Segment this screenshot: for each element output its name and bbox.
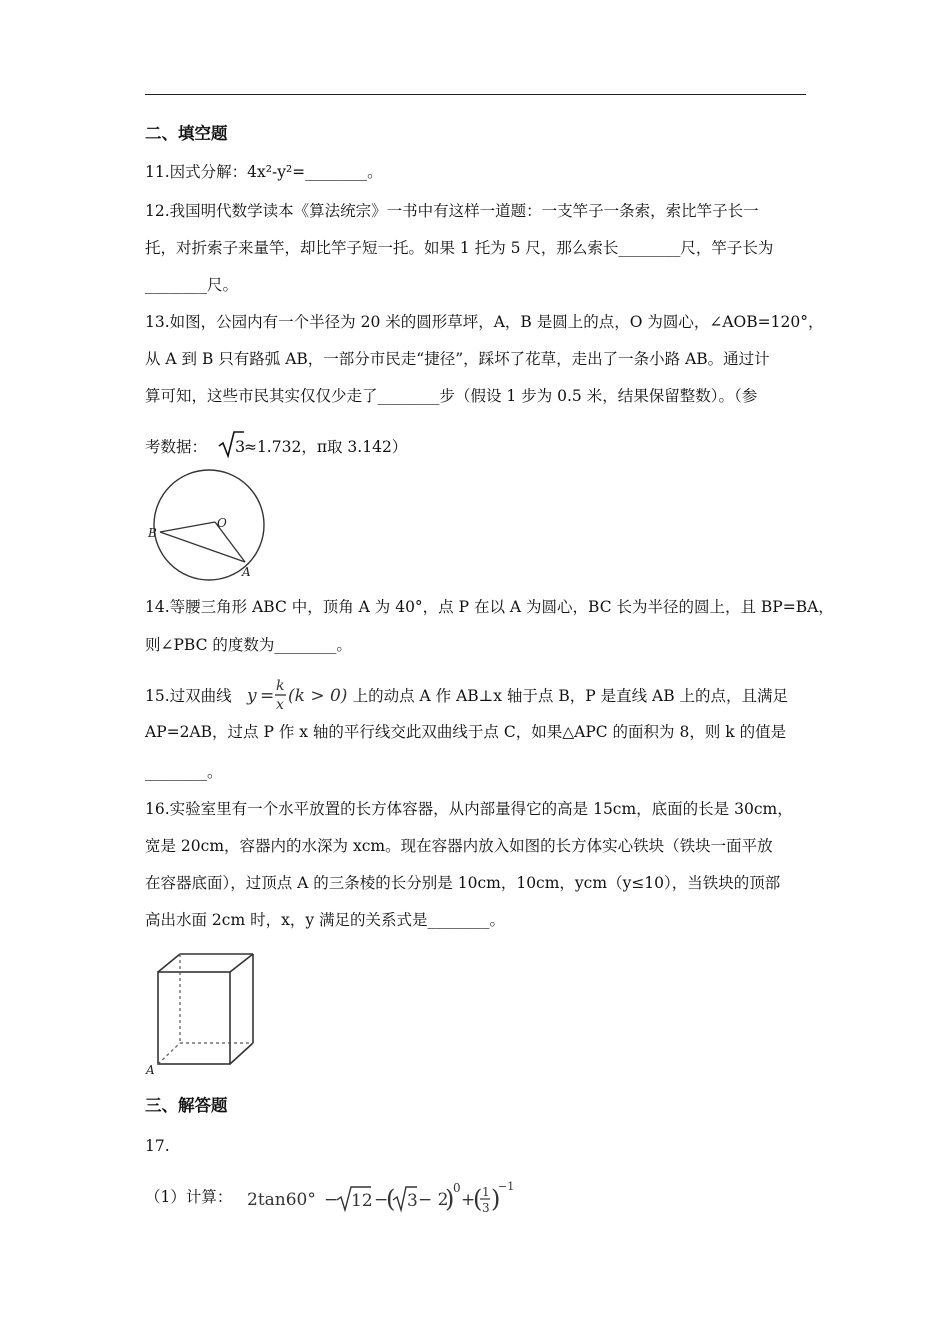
question-17-part-1-label: （1）计算： xyxy=(145,1188,233,1206)
computation-formula xyxy=(247,1178,515,1218)
question-15-line-3: ________。 xyxy=(145,763,223,781)
formula-minus-1: − xyxy=(324,1190,339,1210)
svg-text:(: ( xyxy=(386,1185,396,1213)
svg-text:): ) xyxy=(445,1185,455,1213)
formula-k: k xyxy=(275,678,285,694)
circle-label-o: O xyxy=(217,516,227,530)
formula-fraction-numerator: 1 xyxy=(482,1185,490,1199)
formula-x: x xyxy=(275,697,284,713)
question-16-line-2: 宽是 20cm，容器内的水深为 xcm。现在容器内放入如图的长方体实心铁块（铁块一面平放 xyxy=(145,837,773,855)
section-heading-fill-blank: 二、填空题 xyxy=(145,124,228,143)
question-13-line-4 xyxy=(145,430,810,458)
question-12-line-1: 12.我国明代数学读本《算法统宗》一书中有这样一道题：一支竿子一条索，索比竿子长一 xyxy=(145,202,759,220)
question-16-line-1: 16.实验室里有一个水平放置的长方体容器，从内部量得它的高是 15cm，底面的长是 30cm， xyxy=(145,800,793,818)
section-heading-answer: 三、解答题 xyxy=(145,1096,228,1115)
circle-label-b: B xyxy=(148,526,157,540)
question-15-intro: 15.过双曲线 xyxy=(145,687,232,705)
cuboid-figure xyxy=(143,950,263,1075)
sqrt3-radicand: 3 xyxy=(234,437,246,456)
question-12-line-2: 托，对折索子来量竿，却比竿子短一托。如果 1 托为 5 尺，那么索长________尺，竿子长为 xyxy=(145,239,774,257)
formula-y: y xyxy=(246,686,257,706)
question-13-line-2: 从 A 到 B 只有路弧 AB，一部分市民走“捷径”，踩坏了花草，走出了一条小路 AB。通过计 xyxy=(145,350,770,368)
question-13-reference-values: ≈1.732，π取 3.142） xyxy=(243,438,408,456)
formula-sqrt3-radicand: 3 xyxy=(407,1191,419,1211)
question-15-line-1 xyxy=(145,677,810,713)
question-15-text: 上的动点 A 作 AB⊥x 轴于点 B，P 是直线 AB 上的点，且满足 xyxy=(352,687,789,705)
question-12-line-3: ________尺。 xyxy=(145,276,239,294)
cuboid-label-a: A xyxy=(146,1063,155,1077)
formula-plus: + xyxy=(461,1190,476,1210)
question-15-line-2: AP=2AB，过点 P 作 x 轴的平行线交此双曲线于点 C，如果△APC 的面积为 8，则 k 的值是 xyxy=(145,723,787,741)
formula-minus-2: − xyxy=(374,1190,389,1210)
formula-condition: (k > 0) xyxy=(287,686,348,706)
formula-tan-term: 2tan60° xyxy=(247,1190,317,1210)
circle-label-a: A xyxy=(242,565,251,579)
question-11: 11.因式分解：4x²-y²=________。 xyxy=(145,163,383,181)
question-17-number: 17. xyxy=(145,1137,170,1155)
formula-exponent-neg1: −1 xyxy=(498,1180,515,1193)
header-rule xyxy=(145,94,806,95)
hyperbola-formula xyxy=(245,677,355,713)
formula-exponent-zero: 0 xyxy=(453,1181,461,1195)
question-17-part-1 xyxy=(145,1178,810,1218)
svg-text:): ) xyxy=(491,1185,501,1213)
circle-figure xyxy=(146,475,266,580)
question-16-line-4: 高出水面 2cm 时，x，y 满足的关系式是________。 xyxy=(145,911,506,929)
question-13-reference-label: 考数据： xyxy=(145,438,208,456)
sqrt3-radical xyxy=(218,430,244,458)
formula-fraction-denominator: 3 xyxy=(482,1201,490,1215)
question-13-line-1: 13.如图，公园内有一个半径为 20 米的圆形草坪，A，B 是圆上的点，O 为圆心，∠AOB=120°， xyxy=(145,313,824,331)
question-14-line-2: 则∠PBC 的度数为________。 xyxy=(145,636,352,654)
question-16-line-3: 在容器底面），过顶点 A 的三条棱的长分别是 10cm，10cm，ycm（y≤10），当铁块的顶部 xyxy=(145,874,781,892)
formula-minus-two: − 2 xyxy=(418,1190,449,1210)
formula-equals: = xyxy=(259,686,274,706)
formula-sqrt12-radicand: 12 xyxy=(351,1191,373,1211)
question-13-line-3: 算可知，这些市民其实仅仅少走了________步（假设 1 步为 0.5 米，结果保留整数）。（参 xyxy=(145,387,758,405)
question-14-line-1: 14.等腰三角形 ABC 中，顶角 A 为 40°，点 P 在以 A 为圆心，BC 长为半径的圆上，且 BP=BA， xyxy=(145,598,834,616)
svg-text:(: ( xyxy=(473,1185,483,1213)
